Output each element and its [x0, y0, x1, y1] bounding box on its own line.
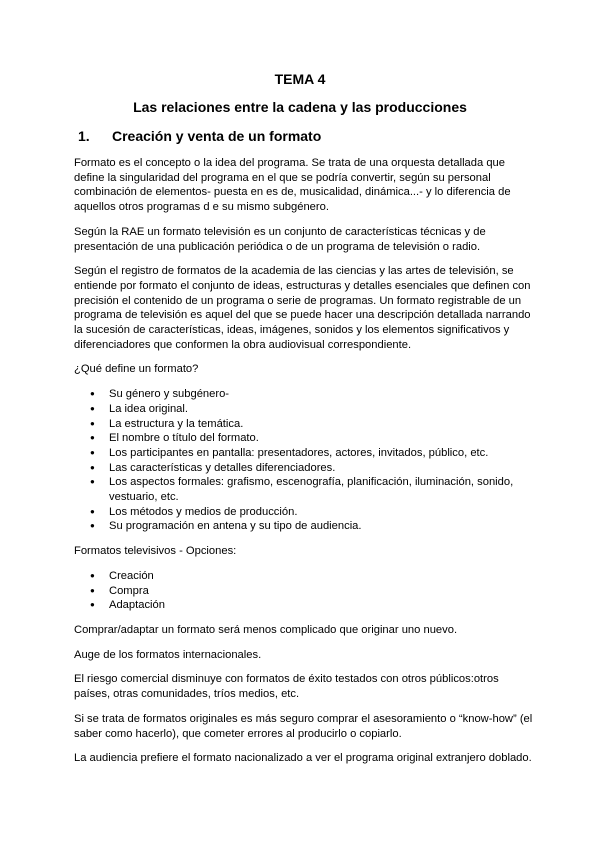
paragraph-international: Auge de los formatos internacionales. — [74, 648, 262, 661]
document-body — [74, 156, 534, 776]
paragraph-buy-adapt: Comprar/adaptar un formato será menos complicado que originar uno nuevo. — [74, 623, 458, 636]
list-item: ● Su programación en antena y su tipo de audiencia. — [109, 519, 534, 534]
paragraph-know-how: Si se trata de formatos originales es más seguro comprar el asesoramiento o “know-how” (el saber como hacerlo), que cometer errores al producirlo o copiarlo. — [74, 712, 533, 740]
paragraph-registry: Según el registro de formatos de la academia de las ciencias y las artes de televisión, se entiende por formato el conjunto de ideas, estructuras y detalles esenciales que definen con precisión el contenido de un programa o serie de programas. Un formato registrable de un programa de televisión es aquel del que se puede hacer una descripción detallada narrando la sucesión de características, ideas, imágenes, sonidos y los elementos significativos y diferenciadores que conformen la obra audiovisual correspondiente. — [74, 265, 531, 351]
section-heading — [78, 128, 321, 144]
list-item: ● La estructura y la temática. — [109, 417, 534, 432]
list-item: ● Los aspectos formales: grafismo, escenografía, planificación, iluminación, sonido, vestuario, etc. — [109, 475, 534, 504]
list-item: ● Creación — [109, 569, 534, 584]
section-title: Creación y venta de un formato — [112, 128, 322, 144]
list-item: ● El nombre o título del formato. — [109, 431, 534, 446]
list-item: ● Su género y subgénero- — [109, 387, 534, 402]
list-item: ● Compra — [109, 584, 534, 599]
options-list — [74, 569, 534, 613]
define-list — [74, 387, 534, 534]
paragraph-rae: Según la RAE un formato televisión es un conjunto de características técnicas y de presentación de una publicación periódica o de un programa de televisión o radio. — [74, 225, 486, 253]
list-item: ● Las características y detalles diferenciadores. — [109, 461, 534, 476]
document-title: TEMA 4 — [274, 71, 326, 87]
list-item: ● Los participantes en pantalla: presentadores, actores, invitados, público, etc. — [109, 446, 534, 461]
list-item: ● Los métodos y medios de producción. — [109, 505, 534, 520]
paragraph-risk: El riesgo comercial disminuye con formatos de éxito testados con otros públicos:otros países, otras comunidades, tríos medios, etc. — [74, 673, 499, 701]
list-item: ● Adaptación — [109, 598, 534, 613]
paragraph-audience: La audiencia prefiere el formato nacionalizado a ver el programa original extranjero doblado. — [74, 752, 532, 765]
question-heading: ¿Qué define un formato? — [74, 363, 199, 376]
list-item: ● La idea original. — [109, 402, 534, 417]
section-number: 1. — [78, 128, 90, 144]
paragraph-definition: Formato es el concepto o la idea del programa. Se trata de una orquesta detallada que define la singularidad del programa en el que se podría convertir, según su personal combinación de elementos- puesta en es de, musicalidad, dinámica...- y lo diferencia de aquellos otros programas d e su mismo subgénero. — [74, 157, 511, 214]
document-subtitle: Las relaciones entre la cadena y las producciones — [133, 99, 467, 115]
options-heading: Formatos televisivos - Opciones: — [74, 545, 237, 558]
